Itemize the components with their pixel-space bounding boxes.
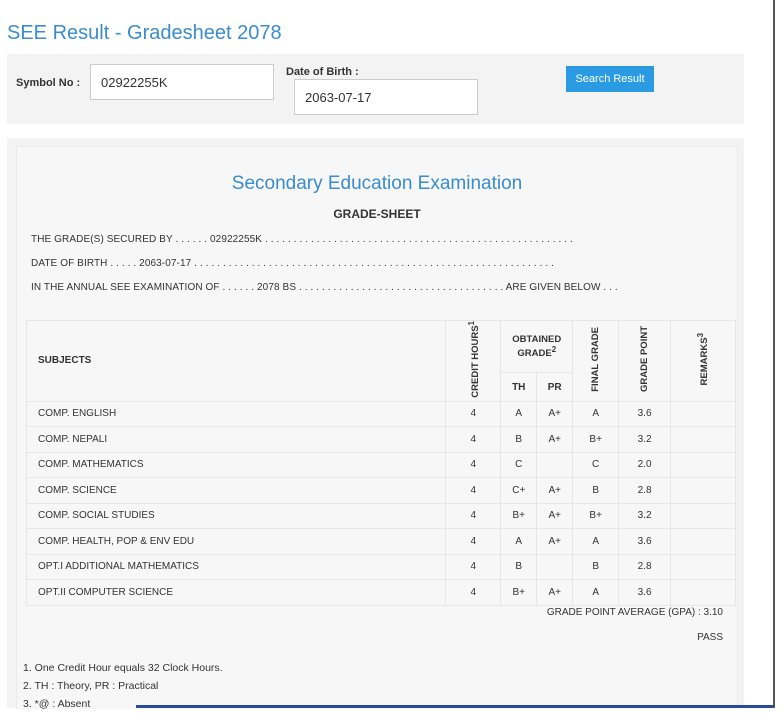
pr-grade-cell: A+ xyxy=(537,503,573,529)
th-header: TH xyxy=(501,373,537,401)
dob-input[interactable] xyxy=(294,79,478,115)
table-row xyxy=(27,427,736,453)
result-status: PASS xyxy=(697,632,723,643)
subject-cell: COMP. SCIENCE xyxy=(27,478,446,504)
remarks-cell xyxy=(671,554,736,580)
subject-cell: COMP. HEALTH, POP & ENV EDU xyxy=(27,529,446,555)
obtained-grade-header: OBTAINED GRADE$^2$ xyxy=(501,321,573,373)
final-grade-cell: A xyxy=(573,580,619,606)
page-title: SEE Result - Gradesheet 2078 xyxy=(7,22,282,44)
pr-grade-cell: A+ xyxy=(537,529,573,555)
credit-cell: 4 xyxy=(446,401,501,427)
th-grade-cell: B xyxy=(501,554,537,580)
subject-cell: OPT.I ADDITIONAL MATHEMATICS xyxy=(27,554,446,580)
pr-grade-cell: A+ xyxy=(537,580,573,606)
grade-point-cell: 3.2 xyxy=(619,503,671,529)
grade-point-cell: 3.6 xyxy=(619,580,671,606)
table-row xyxy=(27,554,736,580)
table-row xyxy=(27,503,736,529)
final-grade-cell: A xyxy=(573,529,619,555)
th-grade-cell: B+ xyxy=(501,580,537,606)
credit-cell: 4 xyxy=(446,452,501,478)
credit-cell: 4 xyxy=(446,580,501,606)
grade-point-cell: 3.6 xyxy=(619,401,671,427)
remarks-cell xyxy=(671,401,736,427)
pr-grade-cell xyxy=(537,452,573,478)
gradesheet-title: GRADE-SHEET xyxy=(333,207,421,221)
symbol-no-label: Symbol No : xyxy=(16,77,81,89)
exam-title: Secondary Education Examination xyxy=(231,173,523,194)
th-grade-cell: C xyxy=(501,452,537,478)
footnote: 1. One Credit Hour equals 32 Clock Hours. xyxy=(23,662,223,674)
final-grade-cell: B+ xyxy=(573,503,619,529)
credit-hours-header: CREDIT HOURS$^1$ xyxy=(446,321,501,402)
credit-cell: 4 xyxy=(446,554,501,580)
symbol-no-input[interactable] xyxy=(90,64,274,100)
gradesheet-card xyxy=(16,146,738,709)
gpa-text: GRADE POINT AVERAGE (GPA) : 3.10 xyxy=(546,607,723,618)
remarks-cell xyxy=(671,478,736,504)
final-grade-cell: B xyxy=(573,554,619,580)
credit-cell: 4 xyxy=(446,427,501,453)
exam-line: IN THE ANNUAL SEE EXAMINATION OF . . . . . . 2078 BS . . . . . . . . . . . . . . . . . . . . . . . . . . . . . . . . . . . . ARE GIVEN BELOW . . . xyxy=(31,282,618,293)
secured-by-line: THE GRADE(S) SECURED BY . . . . . . 02922255K . . . . . . . . . . . . . . . . . . . . . . . . . . . . . . . . . . . . . . . . . . . . . . . . . . . . . . xyxy=(31,234,573,245)
dob-label: Date of Birth : xyxy=(286,66,359,78)
remarks-cell xyxy=(671,452,736,478)
final-grade-cell: C xyxy=(573,452,619,478)
credit-cell: 4 xyxy=(446,478,501,504)
grade-point-cell: 3.6 xyxy=(619,529,671,555)
subject-cell: COMP. ENGLISH xyxy=(27,401,446,427)
table-row xyxy=(27,478,736,504)
grade-point-cell: 3.2 xyxy=(619,427,671,453)
th-grade-cell: B+ xyxy=(501,503,537,529)
remarks-cell xyxy=(671,427,736,453)
final-grade-cell: B xyxy=(573,478,619,504)
subject-cell: COMP. MATHEMATICS xyxy=(27,452,446,478)
table-row xyxy=(27,452,736,478)
table-row xyxy=(27,401,736,427)
remarks-cell xyxy=(671,529,736,555)
final-grade-cell: A xyxy=(573,401,619,427)
grade-point-cell: 2.8 xyxy=(619,478,671,504)
footnote: 3. *@ : Absent xyxy=(23,698,91,710)
subject-cell: OPT.II COMPUTER SCIENCE xyxy=(27,580,446,606)
dob-line: DATE OF BIRTH . . . . . 2063-07-17 . . . . . . . . . . . . . . . . . . . . . . . . . . . . . . . . . . . . . . . . . . . . . . . . . . . . . . . . . . . . . . . xyxy=(31,258,554,269)
pr-grade-cell xyxy=(537,554,573,580)
th-grade-cell: B xyxy=(501,427,537,453)
gradesheet-panel xyxy=(7,138,744,708)
th-grade-cell: A xyxy=(501,529,537,555)
credit-cell: 4 xyxy=(446,503,501,529)
remarks-header: REMARKS$^3$ xyxy=(671,321,736,402)
grade-point-cell: 2.8 xyxy=(619,554,671,580)
grade-point-cell: 2.0 xyxy=(619,452,671,478)
grade-point-header: GRADE POINT xyxy=(619,321,671,402)
final-grade-header: FINAL GRADE xyxy=(573,321,619,402)
window-edge xyxy=(773,0,783,708)
credit-cell: 4 xyxy=(446,529,501,555)
pr-grade-cell: A+ xyxy=(537,401,573,427)
footnote: 2. TH : Theory, PR : Practical xyxy=(23,680,159,692)
pr-grade-cell: A+ xyxy=(537,427,573,453)
remarks-cell xyxy=(671,503,736,529)
grades-table xyxy=(26,320,736,606)
final-grade-cell: B+ xyxy=(573,427,619,453)
search-result-button[interactable]: Search Result xyxy=(566,66,654,92)
pr-grade-cell: A+ xyxy=(537,478,573,504)
th-grade-cell: A xyxy=(501,401,537,427)
subject-cell: COMP. NEPALI xyxy=(27,427,446,453)
th-grade-cell: C+ xyxy=(501,478,537,504)
subjects-header: SUBJECTS xyxy=(27,321,446,402)
table-row xyxy=(27,529,736,555)
subject-cell: COMP. SOCIAL STUDIES xyxy=(27,503,446,529)
table-row xyxy=(27,580,736,606)
remarks-cell xyxy=(671,580,736,606)
pr-header: PR xyxy=(537,373,573,401)
table-header-row xyxy=(27,321,736,373)
